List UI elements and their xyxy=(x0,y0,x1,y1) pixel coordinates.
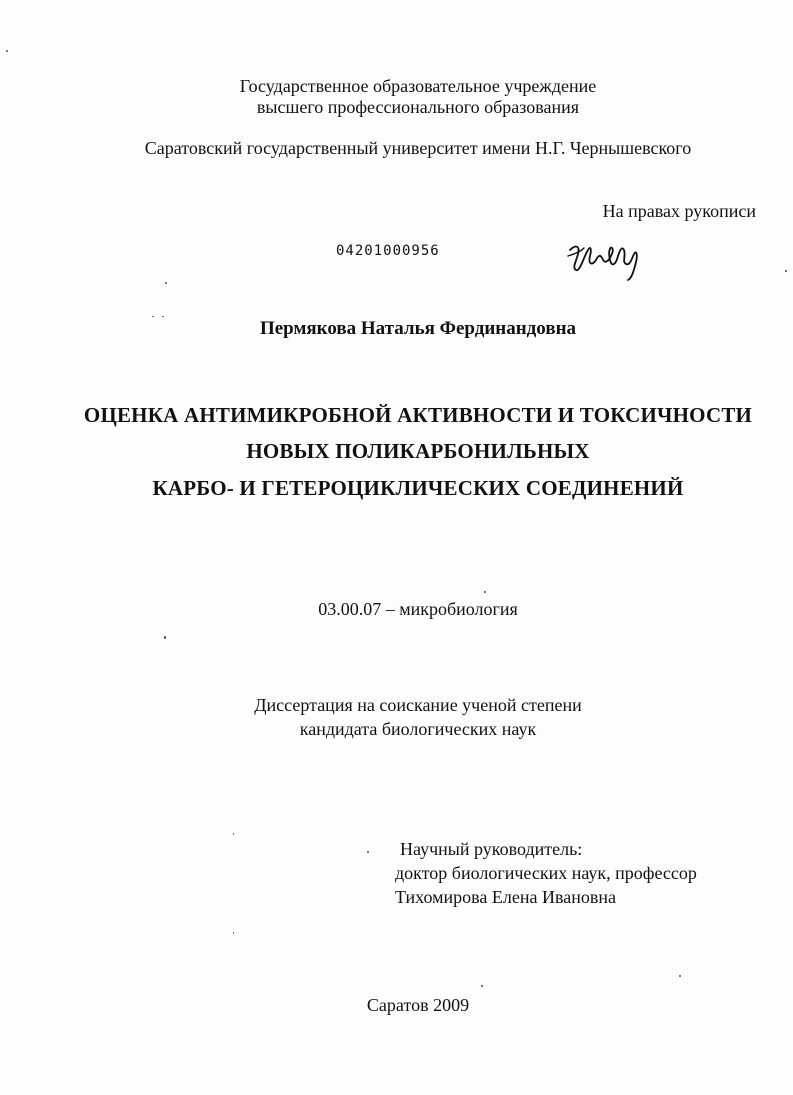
scan-speck xyxy=(6,50,8,52)
scan-speck xyxy=(679,975,681,977)
institution-line-1: Государственное образовательное учреждение xyxy=(239,76,597,96)
rights-note: На правах рукописи xyxy=(602,201,756,221)
city-year: Саратов 2009 xyxy=(366,995,470,1015)
scan-speck xyxy=(233,833,234,835)
supervisor-label: Научный руководитель: xyxy=(400,839,583,859)
scan-speck xyxy=(165,282,167,284)
library-code: 04201000956 xyxy=(336,243,440,259)
degree-line-1: Диссертация на соискание ученой степени xyxy=(254,695,582,715)
scan-speck xyxy=(785,270,787,272)
specialty-code: 03.00.07 – микробиология xyxy=(318,599,518,619)
supervisor-credentials: доктор биологических наук, профессор xyxy=(395,863,697,883)
title-line-3: КАРБО- И ГЕТЕРОЦИКЛИЧЕСКИХ СОЕДИНЕНИЙ xyxy=(152,476,684,500)
supervisor-name: Тихомирова Елена Ивановна xyxy=(395,887,617,907)
title-line-2: НОВЫХ ПОЛИКАРБОНИЛЬНЫХ xyxy=(246,439,590,463)
scan-speck xyxy=(367,851,369,853)
scan-speck xyxy=(484,591,486,593)
scan-speck xyxy=(233,932,234,934)
scan-speck xyxy=(152,316,154,317)
degree-line-2: кандидата биологических наук xyxy=(299,719,537,739)
scan-speck xyxy=(162,316,164,317)
handwritten-signature xyxy=(566,236,646,284)
scan-speck xyxy=(164,636,166,639)
university-name: Саратовский государственный университет имени Н.Г. Чернышевского xyxy=(144,138,692,158)
title-line-1: ОЦЕНКА АНТИМИКРОБНОЙ АКТИВНОСТИ И ТОКСИЧНОСТИ xyxy=(83,403,753,427)
scan-speck xyxy=(481,985,483,987)
institution-line-2: высшего профессионального образования xyxy=(256,97,580,117)
author-name: Пермякова Наталья Фердинандовна xyxy=(259,318,577,339)
